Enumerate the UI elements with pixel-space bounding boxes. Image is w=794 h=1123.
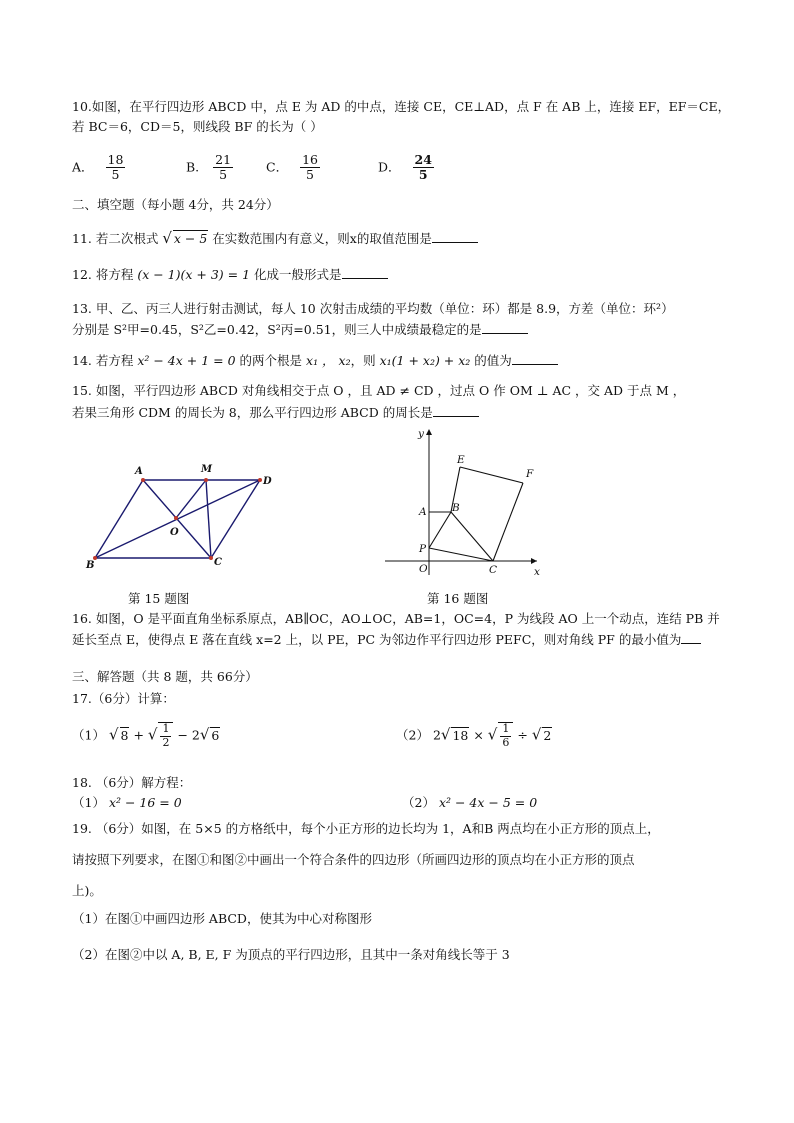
q17-part1: （1） √ 8 + √ $\frac{1}{2}$ − 2√ 6 — [72, 722, 220, 749]
figure-16 — [385, 425, 545, 580]
q17-part2: （2） 2√ 18 × √ $\frac{1}{6}$ ÷ √ 2 — [396, 722, 552, 749]
fig16-label-o: O — [419, 563, 428, 575]
section2-heading: 二、填空题（每小题 4分，共 24分） — [72, 197, 279, 212]
fig16-label-b: B — [452, 502, 460, 514]
q14: 14. 若方程 x² − 4x + 1 = 0 的两个根是 x₁ ， x₂，则 x₁(1 + x₂) + x₂ 的值为 — [72, 351, 558, 369]
fig16-label-a: A — [419, 506, 427, 518]
q13-line1: 13. 甲、乙、丙三人进行射击测试，每人 10 次射击成绩的平均数（单位：环）都是 8.9，方差（单位：环²） — [72, 301, 674, 316]
q10-line1: 10.如图，在平行四边形 ABCD 中，点 E 为 AD 的中点，连接 CE，CE⊥AD，点 F 在 AB 上，连接 EF，EF＝CE， — [72, 99, 731, 114]
q10-line2: 若 BC＝6，CD＝5，则线段 BF 的长为（ ） — [72, 119, 323, 134]
q18-title: 18. （6分）解方程： — [72, 775, 192, 790]
q16-line2: 延长至点 E，使得点 E 落在直线 x=2 上，以 PE，PC 为邻边作平行四边形 PEFC，则对角线 PF 的最小值为 — [72, 630, 701, 648]
q19-line2: 请按照下列要求，在图①和图②中画出一个符合条件的四边形（所画四边形的顶点均在小正方形的顶点 — [72, 852, 635, 867]
q17-title: 17.（6分）计算： — [72, 691, 175, 706]
fig15-label-c: C — [214, 557, 222, 568]
fig15-label-b: B — [86, 560, 95, 571]
fig15-label-d: D — [263, 476, 272, 487]
q16-line1: 16. 如图，O 是平面直角坐标系原点，AB∥OC，AO⊥OC，AB=1，OC=4，P 为线段 AO 上一个动点，连结 PB 并 — [72, 611, 720, 626]
q19-line3: 上)。 — [72, 883, 102, 898]
fig16-label-x: x — [534, 566, 540, 578]
q10-option-a: A． $\frac{18}{5}$ — [72, 152, 124, 183]
q19-part1: （1）在图①中画四边形 ABCD，使其为中心对称图形 — [72, 911, 372, 926]
fig16-label-e: E — [457, 454, 465, 466]
section3-heading: 三、解答题（共 8 题，共 66分） — [72, 669, 258, 684]
q10-option-b: B. $\frac{21}{5}$ — [186, 152, 232, 183]
fig16-label-f: F — [526, 468, 534, 480]
q15-line2: 若果三角形 CDM 的周长为 8，那么平行四边形 ABCD 的周长是 — [72, 403, 479, 421]
q15-line1: 15. 如图，平行四边形 ABCD 对角线相交于点 O ，且 AD ≠ CD ，过点 O 作 OM ⊥ AC ，交 AD 于点 M ， — [72, 383, 686, 398]
fig16-label-c: C — [489, 564, 498, 576]
fig15-label-m: M — [201, 464, 213, 475]
q19-line1: 19. （6分）如图，在 5×5 的方格纸中，每个小正方形的边长均为 1，A和B 两点均在小正方形的顶点上， — [72, 821, 660, 836]
fig16-label-y: y — [418, 428, 424, 440]
q18-part1: （1） x² − 16 = 0 — [72, 795, 182, 810]
fig15-label-o: O — [170, 527, 179, 538]
fig16-caption: 第 16 题图 — [427, 591, 489, 606]
q18-part2: （2） x² − 4x − 5 = 0 — [402, 795, 538, 810]
q10-option-c: C． $\frac{16}{5}$ — [266, 152, 318, 183]
q12: 12. 将方程 (x − 1)(x + 3) = 1 化成一般形式是 — [72, 265, 388, 283]
q11: 11. 若二次根式 √ x − 5 在实数范围内有意义，则x的取值范围是 — [72, 229, 478, 247]
q13-line2: 分别是 S²甲=0.45，S²乙=0.42，S²丙=0.51，则三人中成绩最稳定的是 — [72, 320, 528, 338]
fig16-label-p: P — [419, 543, 427, 555]
fig15-label-a: A — [135, 466, 143, 477]
figure-15 — [80, 460, 280, 575]
fig15-caption: 第 15 题图 — [128, 591, 190, 606]
q19-part2: （2）在图②中以 A, B, E, F 为顶点的平行四边形，且其中一条对角线长等于 3 — [72, 947, 510, 962]
q10-option-d: D． $\frac{24}{5}$ — [378, 152, 432, 183]
